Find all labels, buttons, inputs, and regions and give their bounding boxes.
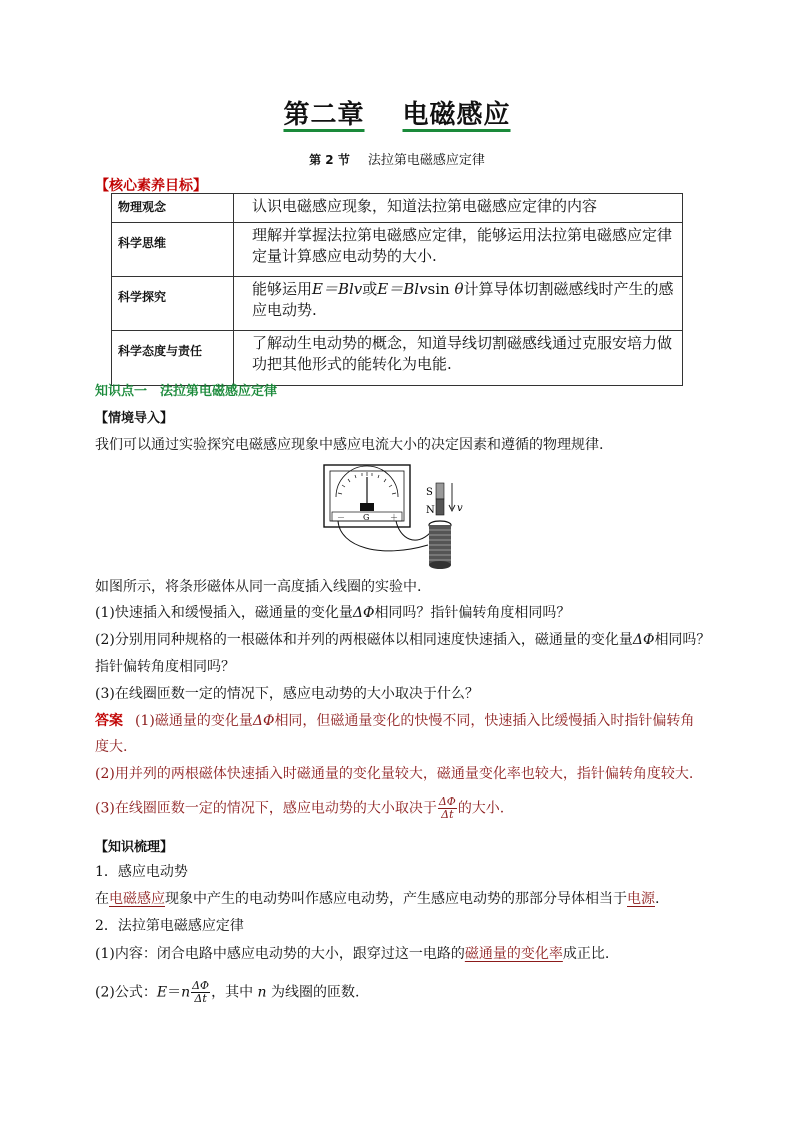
goal-value: 理解并掌握法拉第电磁感应定律，能够运用法拉第电磁感应定律定量计算感应电动势的大小.: [234, 223, 683, 277]
formula-n: n: [181, 984, 191, 1001]
chapter-title: [0, 94, 794, 131]
galvanometer-label: G: [363, 513, 370, 522]
answer-text: 的大小.: [457, 800, 505, 817]
plus-terminal-label: ＋: [390, 513, 398, 522]
answer-text: (3)在线圈匝数一定的情况下，感应电动势的大小取决于: [95, 800, 437, 817]
goal-value: [234, 277, 683, 331]
underlined-term: 电源: [627, 891, 655, 907]
theta-symbol: θ: [454, 280, 464, 298]
formula-equals: ＝: [167, 984, 182, 1001]
review-text: 成正比.: [562, 946, 610, 962]
magnet-N-label: N: [426, 505, 435, 516]
law-formula: [95, 980, 359, 1005]
delta-phi-symbol: ΔΦ: [352, 605, 375, 621]
goal-key: 科学探究: [112, 277, 234, 331]
rate-fraction: [438, 796, 457, 821]
wire: [338, 521, 428, 551]
answer-1-continued: 度大.: [95, 739, 128, 755]
question-text: 相同吗？: [654, 632, 711, 648]
knowledge-point-heading: 知识点一 法拉第电磁感应定律: [95, 384, 278, 399]
review-header: 【知识梳理】: [95, 840, 174, 855]
situation-intro: 我们可以通过实验探究电磁感应现象中感应电流大小的决定因素和遵循的物理规律.: [95, 437, 604, 453]
review-paragraph-1: [95, 889, 659, 909]
table-row: [112, 277, 683, 331]
chapter-name: 电磁感应: [402, 100, 511, 130]
review-text: ，其中: [211, 984, 254, 1001]
question-2: [95, 630, 710, 650]
question-text: 相同吗？指针偏转角度相同吗？: [374, 605, 571, 621]
section-title: 法拉第电磁感应定律: [367, 153, 485, 168]
goal-text: 能够运用: [252, 280, 313, 298]
magnet-S-label: S: [426, 487, 433, 498]
formula-E: E: [156, 984, 168, 1001]
review-text: (2)公式：: [95, 984, 157, 1001]
review-text: 为线圈的匝数.: [271, 984, 360, 1001]
formula-emf-angle: E＝Blv: [377, 280, 428, 298]
table-row: [112, 331, 683, 386]
delta-phi-symbol: ΔΦ: [252, 713, 275, 729]
answer-3: [95, 796, 504, 821]
section-heading: [0, 149, 794, 168]
chapter-number: 第二章: [283, 100, 365, 130]
fraction-numerator: ΔΦ: [438, 795, 456, 808]
table-row: [112, 223, 683, 277]
magnet-S-pole: [436, 483, 444, 499]
delta-phi-symbol: ΔΦ: [632, 632, 655, 648]
question-1: [95, 603, 570, 623]
wire: [396, 521, 430, 540]
minus-terminal-label: －: [337, 513, 345, 522]
review-heading-2: 2．法拉第电磁感应定律: [95, 918, 244, 934]
question-text: (2)分别用同种规格的一根磁体和并列的两根磁体以相同速度快速插入，磁通量的变化量: [95, 632, 633, 648]
table-row: [112, 194, 683, 223]
formula-fraction: [191, 980, 210, 1005]
review-text: 现象中产生的电动势叫作感应电动势，产生感应电动势的那部分导体相当于: [165, 891, 627, 907]
answer-text: (1)磁通量的变化量: [135, 713, 253, 729]
situation-header: 【情境导入】: [95, 411, 174, 426]
goal-key: 物理观念: [112, 194, 234, 223]
underlined-term: 电磁感应: [109, 891, 165, 907]
answer-text: 相同，但磁通量变化的快慢不同，快速插入比缓慢插入时指针偏转角: [274, 713, 695, 729]
magnet-N-pole: [436, 499, 444, 515]
section-number: 第 2 节: [309, 153, 350, 167]
question-text: (1)快速插入和缓慢插入，磁通量的变化量: [95, 605, 353, 621]
underlined-term: 磁通量的变化率: [464, 946, 563, 962]
goals-table: [111, 193, 683, 386]
review-heading-1: 1．感应电动势: [95, 864, 188, 880]
goal-value: 认识电磁感应现象，知道法拉第电磁感应定律的内容: [234, 194, 683, 223]
goal-text: 或: [362, 280, 378, 298]
review-text: 在: [95, 891, 109, 907]
review-text: .: [655, 891, 660, 907]
fraction-denominator: Δt: [194, 992, 207, 1005]
fraction-numerator: ΔΦ: [192, 979, 210, 992]
coil: [429, 521, 451, 569]
formula-n: n: [257, 984, 267, 1001]
fraction-denominator: Δt: [441, 808, 454, 821]
answer-label: 答案: [95, 713, 123, 729]
figure-caption: 如图所示，将条形磁体从同一高度插入线圈的实验中.: [95, 579, 422, 595]
sin-text: sin: [427, 280, 455, 298]
goals-header: 【核心素养目标】: [95, 178, 207, 194]
answer-2: (2)用并列的两根磁体快速插入时磁通量的变化量较大，磁通量变化率也较大，指针偏转角度较大.: [95, 766, 694, 782]
goal-text: 计算导体切割磁感线时产生的感应电动势.: [252, 280, 674, 319]
answer-1: [95, 711, 694, 731]
question-2-continued: 指针偏转角度相同吗？: [95, 659, 235, 675]
goal-key: 科学思维: [112, 223, 234, 277]
galvanometer-coil-figure: [320, 463, 480, 573]
galvanometer-pivot: [360, 503, 374, 511]
question-3: (3)在线圈匝数一定的情况下，感应电动势的大小取决于什么？: [95, 686, 479, 702]
formula-emf: E＝Blv: [312, 280, 363, 298]
goal-value: 了解动生电动势的概念，知道导线切割磁感线通过克服安培力做功把其他形式的能转化为电能.: [234, 331, 683, 386]
goal-key: 科学态度与责任: [112, 331, 234, 386]
review-text: (1)内容：闭合电路中感应电动势的大小，跟穿过这一电路的: [95, 946, 465, 962]
velocity-label: v: [457, 503, 463, 514]
law-content: [95, 944, 609, 964]
